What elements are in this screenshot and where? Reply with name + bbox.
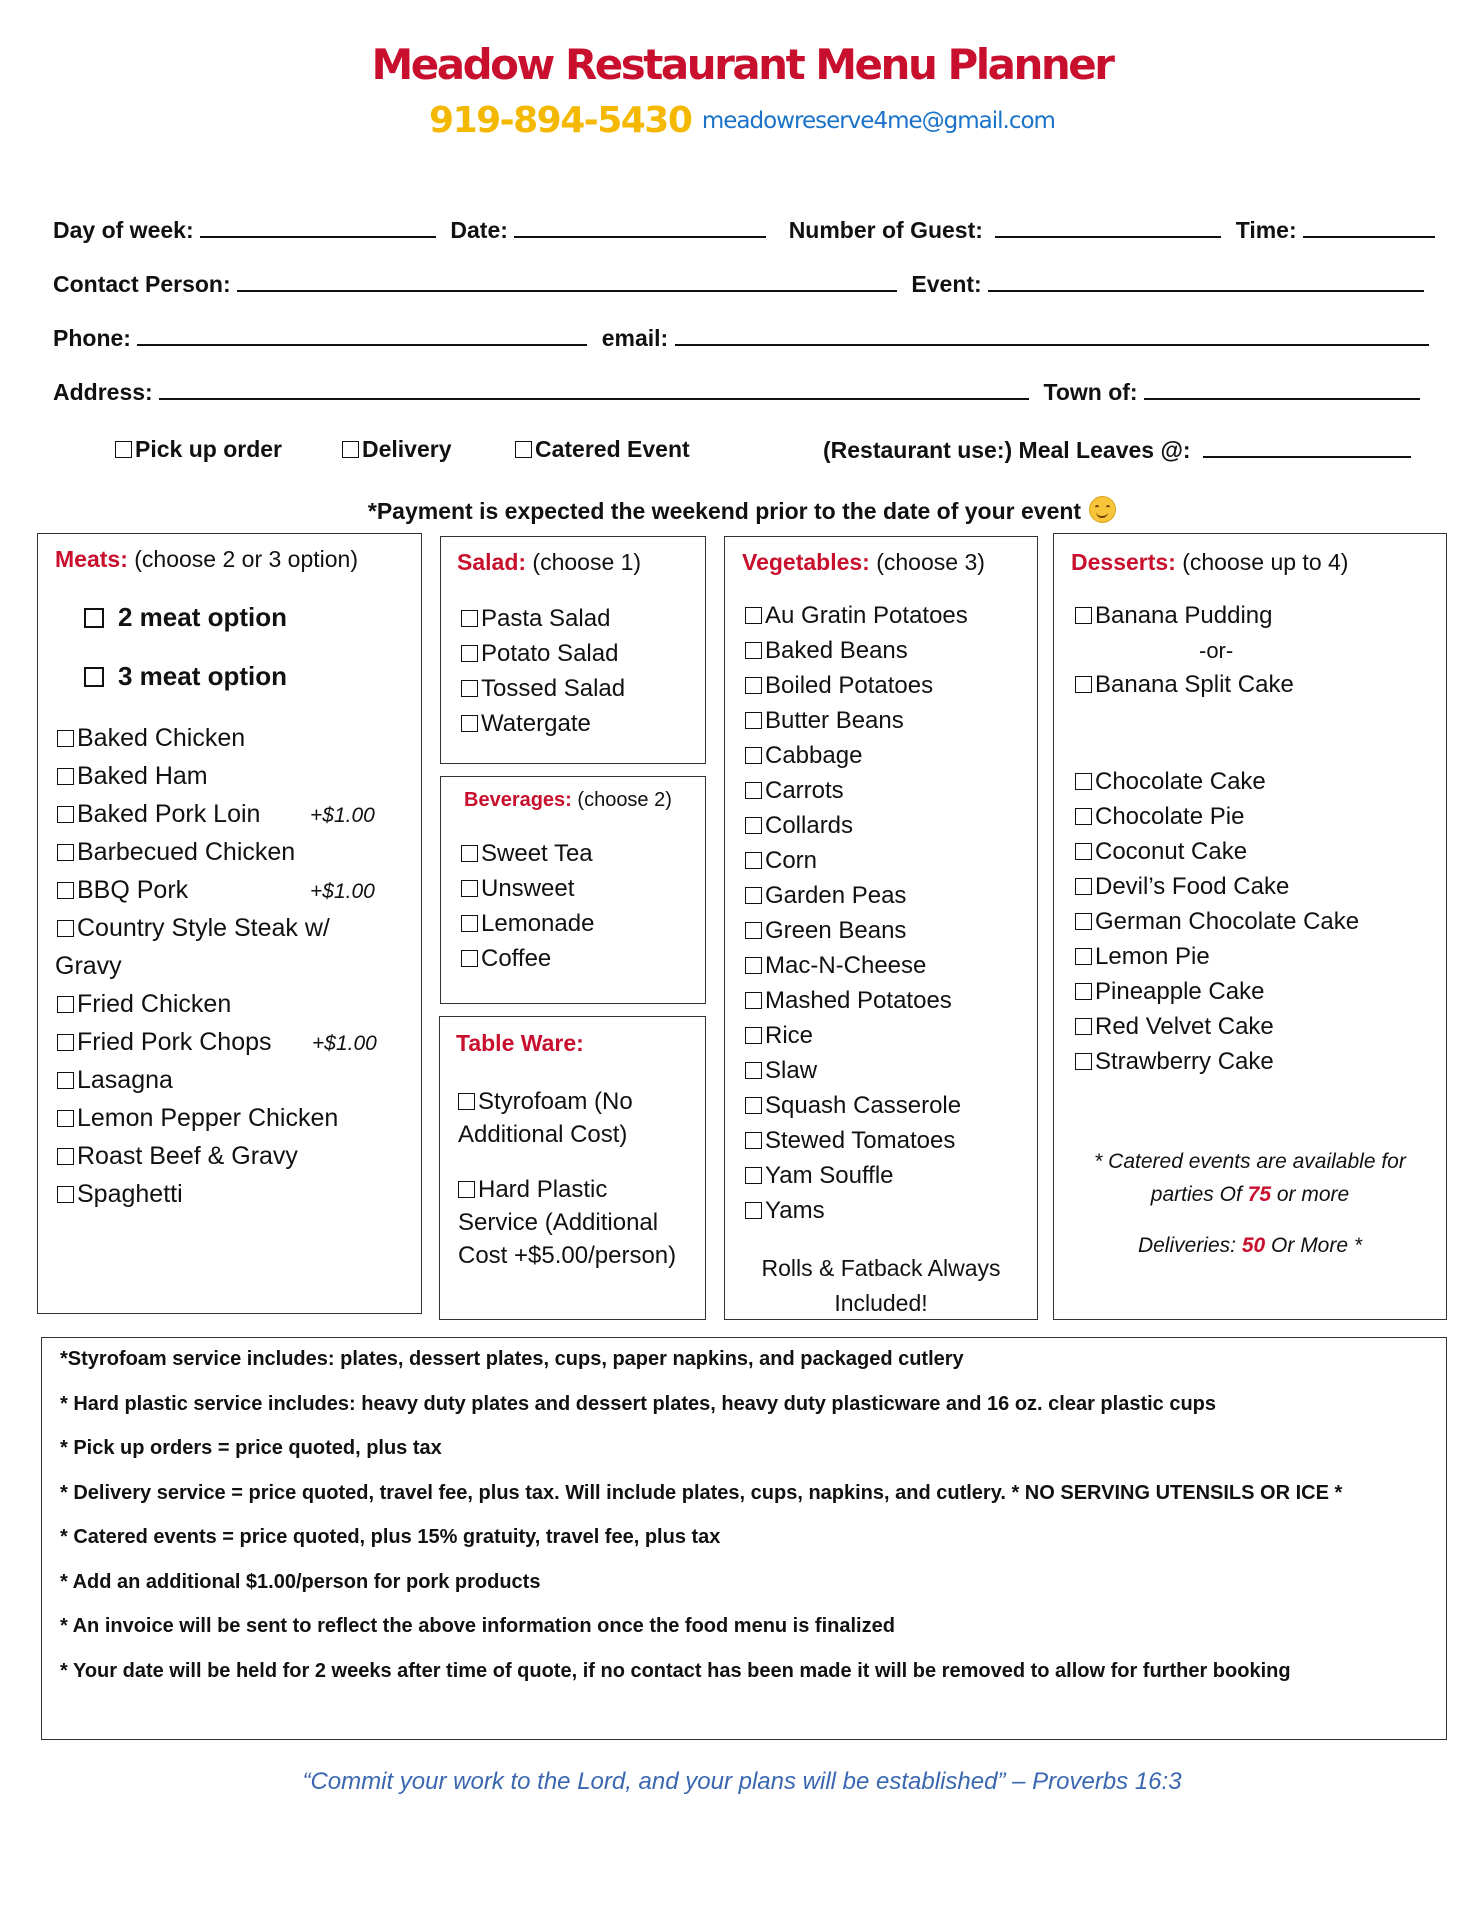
delivery-minimum: 50 <box>1241 1234 1266 1257</box>
day-field[interactable] <box>200 216 436 238</box>
beverages-header <box>464 789 672 812</box>
hard-plastic-text-1: Hard Plastic <box>478 1176 608 1203</box>
vegetable-item[interactable] <box>745 1092 961 1120</box>
checkbox-icon <box>461 645 478 662</box>
vegetable-item-label: Mashed Potatoes <box>765 987 952 1014</box>
dessert-item[interactable] <box>1075 602 1273 630</box>
catered-line-2 <box>1054 1178 1446 1211</box>
vegetable-item[interactable] <box>745 952 926 980</box>
vegetable-item-label: Carrots <box>765 777 844 804</box>
catered-post: or more <box>1276 1183 1350 1206</box>
checkbox-icon <box>461 950 478 967</box>
time-label: Time: <box>1235 217 1297 243</box>
checkbox-icon <box>57 768 74 785</box>
checkbox-icon <box>1075 1018 1092 1035</box>
meats-header <box>55 546 358 573</box>
beverages-subtitle: (choose 2) <box>577 789 672 811</box>
vegetable-item[interactable] <box>745 812 853 840</box>
dessert-item-label: Devil’s Food Cake <box>1095 873 1290 900</box>
checkbox-icon <box>745 1097 762 1114</box>
checkbox-icon <box>461 610 478 627</box>
checkbox-icon <box>745 607 762 624</box>
meat-item-label: Baked Chicken <box>77 724 246 752</box>
dessert-item-label: Red Velvet Cake <box>1095 1013 1274 1040</box>
dessert-item-label: Lemon Pie <box>1095 943 1210 970</box>
meat-item-label: Country Style Steak w/ <box>77 914 330 942</box>
dessert-item-label: German Chocolate Cake <box>1095 908 1360 935</box>
checkbox-icon <box>1075 676 1092 693</box>
rolls-note <box>725 1251 1037 1321</box>
vegetables-panel <box>724 536 1038 1320</box>
salad-panel <box>440 536 706 764</box>
checkbox-icon <box>515 441 532 458</box>
desserts-title: Desserts: <box>1071 549 1176 575</box>
vegetables-title: Vegetables: <box>742 549 870 575</box>
form-row-2 <box>53 270 1432 298</box>
styrofoam-option[interactable] <box>458 1085 633 1151</box>
dessert-item-label: Chocolate Pie <box>1095 803 1245 830</box>
checkbox-icon <box>461 880 478 897</box>
delivery-label: Delivery <box>362 436 452 462</box>
checkbox-icon <box>745 1132 762 1149</box>
phone-label: Phone: <box>53 325 131 351</box>
checkbox-icon <box>57 806 74 823</box>
meat-item-label: Spaghetti <box>77 1180 183 1208</box>
vegetable-item-label: Corn <box>765 847 818 874</box>
vegetable-item-label: Collards <box>765 812 854 839</box>
page-title: Meadow Restaurant Menu Planner <box>371 40 1113 89</box>
meat-item[interactable] <box>57 1142 298 1171</box>
checkbox-icon <box>57 882 74 899</box>
vegetable-item[interactable] <box>745 602 968 630</box>
catered-line-1: * Catered events are available for <box>1094 1150 1406 1173</box>
meat-item-label: Gravy <box>55 952 122 980</box>
checkbox-icon <box>745 747 762 764</box>
meat-item[interactable] <box>57 876 375 905</box>
policy-note: *Styrofoam service includes: plates, dessert plates, cups, paper napkins, and packaged cutlery <box>60 1348 964 1370</box>
checkbox-icon <box>745 782 762 799</box>
vegetable-item-label: Butter Beans <box>765 707 904 734</box>
or-separator: -or- <box>1199 638 1234 663</box>
dessert-item[interactable] <box>1075 908 1359 936</box>
checkbox-icon <box>458 1093 475 1110</box>
vegetable-item-label: Yam Souffle <box>765 1162 894 1189</box>
hard-plastic-option[interactable] <box>458 1173 676 1272</box>
catered-availability <box>1054 1145 1446 1262</box>
beverage-item[interactable] <box>461 875 574 903</box>
checkbox-icon <box>461 915 478 932</box>
header-email: meadowreserve4me@gmail.com <box>701 107 1055 134</box>
dessert-item-label: Pineapple Cake <box>1095 978 1265 1005</box>
checkbox-icon <box>1075 948 1092 965</box>
meat-item <box>55 952 122 981</box>
event-field[interactable] <box>988 270 1424 292</box>
salad-item[interactable] <box>461 710 591 738</box>
checkbox-icon <box>57 1034 74 1051</box>
email-field[interactable] <box>675 324 1429 346</box>
meat-item-label: Barbecued Chicken <box>77 838 296 866</box>
vegetable-item-label: Boiled Potatoes <box>765 672 934 699</box>
dessert-item[interactable] <box>1075 1013 1274 1041</box>
checkbox-icon <box>745 992 762 1009</box>
meat-item[interactable] <box>57 800 375 829</box>
checkbox-icon <box>1075 843 1092 860</box>
event-label: Event: <box>911 271 982 297</box>
beverages-panel <box>440 776 706 1004</box>
beverage-item[interactable] <box>461 840 593 868</box>
vegetable-item-label: Slaw <box>765 1057 818 1084</box>
day-label: Day of week: <box>53 217 194 243</box>
vegetables-header <box>742 549 985 576</box>
beverage-item-label: Lemonade <box>481 910 595 937</box>
three-meat-option[interactable] <box>84 661 287 692</box>
meat-item[interactable] <box>57 1104 338 1133</box>
dessert-item[interactable] <box>1075 838 1247 866</box>
delivery-minimum-line <box>1054 1229 1446 1262</box>
salad-subtitle: (choose 1) <box>532 549 642 575</box>
checkbox-icon <box>57 920 74 937</box>
meat-item[interactable] <box>57 838 295 867</box>
meat-item-label: Lasagna <box>77 1066 173 1094</box>
guests-label: Number of Guest: <box>788 217 983 243</box>
salad-item[interactable] <box>461 605 610 633</box>
form-row-4 <box>53 378 1428 406</box>
checkbox-icon <box>745 677 762 694</box>
vegetable-item-label: Cabbage <box>765 742 863 769</box>
meat-item-label: Fried Chicken <box>77 990 232 1018</box>
dessert-item[interactable] <box>1075 873 1289 901</box>
beverage-item-label: Unsweet <box>481 875 575 902</box>
catered-label: Catered Event <box>535 436 690 462</box>
vegetable-item[interactable] <box>745 1057 817 1085</box>
salad-title: Salad: <box>457 549 527 575</box>
policy-note: * Delivery service = price quoted, travel fee, plus tax. Will include plates, cups, napkins, and cutlery. * NO SERVING UTENSILS OR ICE * <box>60 1481 1343 1504</box>
salad-item[interactable] <box>461 640 618 668</box>
checkbox-icon <box>745 1167 762 1184</box>
meat-item-label: Roast Beef & Gravy <box>77 1142 298 1170</box>
hard-plastic-line-2: Service (Additional <box>458 1209 659 1236</box>
two-meat-option[interactable] <box>84 602 287 633</box>
checkbox-icon <box>342 441 359 458</box>
checkbox-icon <box>1075 1053 1092 1070</box>
vegetable-item[interactable] <box>745 637 908 665</box>
salad-item-label: Tossed Salad <box>481 675 626 702</box>
deliv-post: Or More * <box>1271 1234 1363 1257</box>
catered-checkbox[interactable] <box>515 436 690 463</box>
form-row-1 <box>53 216 1443 244</box>
checkbox-icon <box>57 730 74 747</box>
checkbox-icon <box>745 817 762 834</box>
policy-note: * Hard plastic service includes: heavy duty plates and dessert plates, heavy duty plasticware and 16 oz. clear plastic cups <box>60 1392 1217 1415</box>
payment-note <box>0 496 1484 525</box>
policy-note: * Add an additional $1.00/person for pork products <box>60 1570 541 1593</box>
checkbox-icon <box>461 845 478 862</box>
beverage-item[interactable] <box>461 910 594 938</box>
pickup-checkbox[interactable] <box>115 436 282 463</box>
checkbox-icon <box>745 852 762 869</box>
hard-plastic-line-1 <box>458 1173 676 1206</box>
footer-quote: “Commit your work to the Lord, and your plans will be established” – Proverbs 16:3 <box>302 1768 1182 1795</box>
vegetables-subtitle: (choose 3) <box>876 549 985 575</box>
meat-item[interactable] <box>57 762 208 791</box>
header-phone: 919-894-5430 <box>429 100 692 141</box>
salad-item-label: Potato Salad <box>481 640 619 667</box>
meat-item[interactable] <box>57 914 330 943</box>
meal-leaves-field[interactable] <box>1203 436 1411 458</box>
checkbox-icon <box>1075 983 1092 1000</box>
price-surcharge: +$1.00 <box>310 880 375 903</box>
beverage-item-label: Coffee <box>481 945 552 972</box>
checkbox-icon <box>1075 607 1092 624</box>
checkbox-icon <box>745 1202 762 1219</box>
address-field[interactable] <box>159 378 1029 400</box>
checkbox-icon <box>745 1062 762 1079</box>
price-surcharge: +$1.00 <box>312 1032 377 1055</box>
vegetable-item-label: Au Gratin Potatoes <box>765 602 968 629</box>
time-field[interactable] <box>1303 216 1435 238</box>
vegetable-item-label: Yams <box>765 1197 825 1224</box>
dessert-item[interactable] <box>1075 1048 1274 1076</box>
catered-mid: parties Of <box>1150 1183 1242 1206</box>
meal-leaves-row <box>823 436 1419 464</box>
price-surcharge: +$1.00 <box>310 804 375 827</box>
vegetable-item[interactable] <box>745 707 904 735</box>
dessert-item-label: Strawberry Cake <box>1095 1048 1274 1075</box>
meats-title: Meats: <box>55 546 128 572</box>
meat-item-label: Fried Pork Chops <box>77 1028 272 1056</box>
vegetable-item-label: Baked Beans <box>765 637 908 664</box>
three-meat-label: 3 meat option <box>118 661 288 691</box>
form-row-3 <box>53 324 1437 352</box>
desserts-header <box>1071 549 1348 576</box>
dessert-label: Banana Pudding <box>1095 602 1273 629</box>
checkbox-icon <box>1075 878 1092 895</box>
two-meat-label: 2 meat option <box>118 602 288 632</box>
phone-field[interactable] <box>137 324 587 346</box>
vegetable-item[interactable] <box>745 987 952 1015</box>
vegetable-item[interactable] <box>745 882 906 910</box>
dessert-item[interactable] <box>1075 803 1244 831</box>
vegetable-item[interactable] <box>745 1197 825 1225</box>
meats-subtitle: (choose 2 or 3 option) <box>134 546 358 572</box>
salad-item-label: Pasta Salad <box>481 605 611 632</box>
vegetable-item-label: Rice <box>765 1022 814 1049</box>
desserts-panel <box>1053 533 1447 1320</box>
checkbox-icon <box>745 887 762 904</box>
styrofoam-text-1: Styrofoam (No <box>478 1088 633 1115</box>
vegetable-item-label: Green Beans <box>765 917 907 944</box>
checkbox-icon <box>1075 913 1092 930</box>
checkbox-icon <box>745 712 762 729</box>
policy-note: * Catered events = price quoted, plus 15% gratuity, travel fee, plus tax <box>60 1526 721 1548</box>
rolls-line-1: Rolls & Fatback Always <box>761 1255 1001 1281</box>
checkbox-icon <box>57 844 74 861</box>
meat-item[interactable] <box>57 1180 183 1209</box>
email-label: email: <box>601 325 669 351</box>
town-field[interactable] <box>1144 378 1420 400</box>
meat-item[interactable] <box>57 1028 377 1057</box>
rolls-line-2: Included! <box>834 1290 928 1316</box>
meat-item[interactable] <box>57 724 245 753</box>
town-label: Town of: <box>1043 379 1138 405</box>
dessert-label: Banana Split Cake <box>1095 671 1294 698</box>
policy-note: * Your date will be held for 2 weeks after time of quote, if no contact has been made it will be removed to allow for further booking <box>60 1659 1291 1682</box>
vegetable-item[interactable] <box>745 1162 894 1190</box>
guests-field[interactable] <box>995 216 1221 238</box>
salad-header <box>457 549 641 576</box>
meats-panel <box>37 533 422 1314</box>
vegetable-item[interactable] <box>745 847 817 875</box>
tableware-panel <box>439 1016 706 1320</box>
checkbox-icon <box>461 715 478 732</box>
meat-item-label: Lemon Pepper Chicken <box>77 1104 339 1132</box>
desserts-subtitle: (choose up to 4) <box>1182 549 1349 575</box>
checkbox-icon <box>458 1181 475 1198</box>
checkbox-icon <box>745 1027 762 1044</box>
meat-item-label: BBQ Pork <box>77 876 189 904</box>
header-contact <box>0 100 1484 141</box>
meal-leaves-label: (Restaurant use:) Meal Leaves @: <box>823 437 1191 463</box>
dessert-item[interactable] <box>1075 768 1266 796</box>
policy-note: * An invoice will be sent to reflect the above information once the food menu is finalized <box>60 1615 895 1637</box>
salad-item[interactable] <box>461 675 625 703</box>
vegetable-item[interactable] <box>745 1022 813 1050</box>
dessert-item[interactable] <box>1075 943 1210 971</box>
dessert-item[interactable] <box>1075 671 1294 699</box>
catered-minimum: 75 <box>1247 1183 1272 1206</box>
checkbox-icon <box>57 996 74 1013</box>
beverages-title: Beverages: <box>464 789 572 811</box>
checkbox-icon <box>57 1148 74 1165</box>
vegetable-item-label: Squash Casserole <box>765 1092 962 1119</box>
date-field[interactable] <box>514 216 766 238</box>
pickup-label: Pick up order <box>135 436 282 462</box>
meat-item[interactable] <box>57 1066 173 1095</box>
checkbox-icon <box>57 1186 74 1203</box>
checkbox-icon <box>57 1072 74 1089</box>
dessert-item-label: Chocolate Cake <box>1095 768 1266 795</box>
vegetable-item[interactable] <box>745 1127 955 1155</box>
checkbox-icon <box>745 922 762 939</box>
beverage-item[interactable] <box>461 945 551 973</box>
delivery-checkbox[interactable] <box>342 436 452 463</box>
meat-item-label: Baked Pork Loin <box>77 800 261 828</box>
styrofoam-line-1 <box>458 1085 633 1118</box>
date-label: Date: <box>450 217 508 243</box>
vegetable-item[interactable] <box>745 742 862 770</box>
policy-note: * Pick up orders = price quoted, plus tax <box>60 1437 442 1459</box>
vegetable-item-label: Stewed Tomatoes <box>765 1127 956 1154</box>
address-label: Address: <box>53 379 153 405</box>
deliv-pre: Deliveries: <box>1137 1234 1236 1257</box>
notes-box <box>41 1337 1447 1740</box>
contact-label: Contact Person: <box>53 271 231 297</box>
checkbox-icon <box>745 957 762 974</box>
vegetable-item[interactable] <box>745 917 906 945</box>
vegetable-item[interactable] <box>745 672 933 700</box>
payment-note-text: *Payment is expected the weekend prior to the date of your event <box>367 498 1082 524</box>
checkbox-icon <box>1075 808 1092 825</box>
vegetable-item[interactable] <box>745 777 844 805</box>
checkbox-icon <box>461 680 478 697</box>
checkbox-icon <box>84 608 104 628</box>
dessert-item[interactable] <box>1075 978 1264 1006</box>
hard-plastic-line-3: Cost +$5.00/person) <box>458 1242 677 1269</box>
smile-emoji-icon <box>1089 496 1116 523</box>
tableware-title: Table Ware: <box>456 1030 584 1056</box>
salad-item-label: Watergate <box>481 710 591 737</box>
checkbox-icon <box>57 1110 74 1127</box>
checkbox-icon <box>84 667 104 687</box>
checkbox-icon <box>1075 773 1092 790</box>
meat-item[interactable] <box>57 990 231 1019</box>
beverage-item-label: Sweet Tea <box>481 840 593 867</box>
vegetable-item-label: Mac-N-Cheese <box>765 952 927 979</box>
meat-item-label: Baked Ham <box>77 762 208 790</box>
dessert-item-label: Coconut Cake <box>1095 838 1248 865</box>
styrofoam-line-2: Additional Cost) <box>458 1121 628 1148</box>
checkbox-icon <box>115 441 132 458</box>
checkbox-icon <box>745 642 762 659</box>
contact-field[interactable] <box>237 270 897 292</box>
vegetable-item-label: Garden Peas <box>765 882 907 909</box>
